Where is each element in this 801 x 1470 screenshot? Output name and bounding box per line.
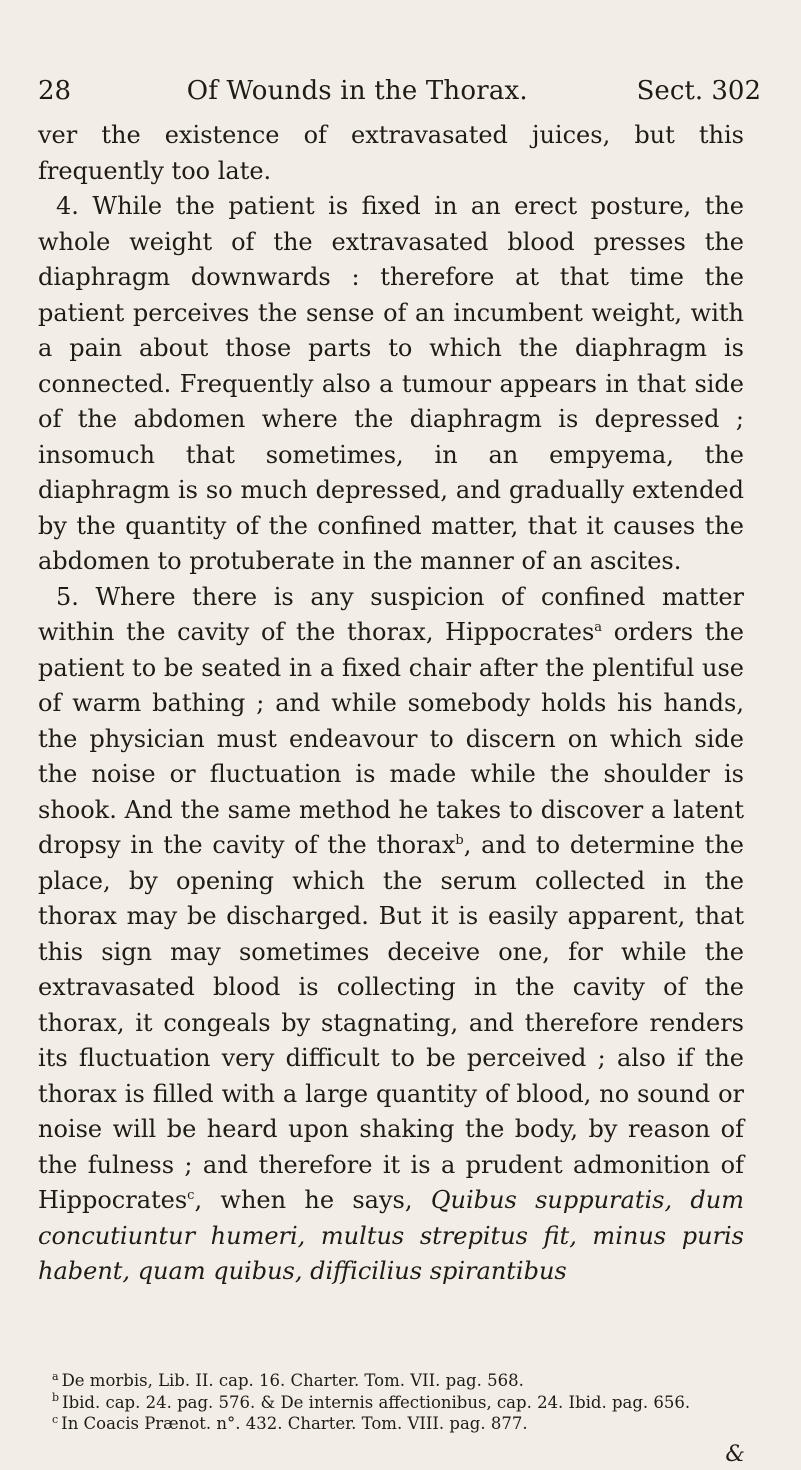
paragraph-4: 4. While the patient is fixed in an erect posture, the whole weight of the extravasated blood presses the diaphragm downwards : therefore at that time the patient perceives the sense of an incumbent weight, with a pain about those parts to which the diaphragm is connected. Frequently also a tumour appears in that side of the abdomen where the diaphragm is depressed ; insomuch that sometimes, in an empyema, the diaphragm is so much depressed, and gradually extended by the quantity of the confined matter, that it causes the abdomen to protuberate in the manner of an ascites. — [38, 192, 744, 575]
footnotes — [38, 1370, 744, 1435]
section-number: Sect. 302 — [636, 76, 761, 106]
paragraph-continued: ver the existence of extravasated juices, but this frequently too late. — [38, 121, 744, 185]
footnote-text: De morbis, Lib. II. cap. 16. Charter. Tom. VII. pag. 568. — [61, 1371, 524, 1390]
paragraph-5-text-c: , and to determine the place, by opening which the serum collected in the thorax may be discharged. But it is easily apparent, that this sign may sometimes deceive one, for while the extravasated blood is collecting in the cavity of the thorax, it congeals by stagnating, and therefore renders its fluctuation very difficult to be perceived ; also if the thorax is filled with a large quantity of blood, no sound or noise will be heard upon shaking the body, by reason of the fulness ; and therefore it is a prudent admonition of Hippocrates — [38, 831, 744, 1214]
running-header — [38, 76, 761, 106]
paragraph-5 — [38, 580, 744, 1290]
footnote-mark: b — [52, 1391, 60, 1404]
paragraph-5-text-b: orders the patient to be seated in a fixed chair after the plentiful use of warm bathing ; and while somebody holds his hands, the physician must endeavour to discern on which side the noise or fluctuation is made while the shoulder is shook. And the same method he takes to discover a latent dropsy in the cavity of the thorax — [38, 618, 744, 859]
footnote-a — [38, 1370, 744, 1392]
footnote-ref-c: c — [187, 1188, 195, 1203]
latin-quotation: Quibus suppuratis, dum concutiuntur humeri, multus strepitus fit, minus puris habent, quam quibus, difficilius spirantibus — [38, 1186, 744, 1285]
footnote-ref-b: b — [455, 833, 464, 848]
page-number: 28 — [38, 76, 72, 106]
footnote-text: Ibid. cap. 24. pag. 576. & De internis affectionibus, cap. 24. Ibid. pag. 656. — [62, 1392, 691, 1412]
footnote-ref-a: a — [594, 620, 603, 635]
footnote-mark: a — [52, 1369, 59, 1383]
footnote-c — [38, 1413, 744, 1435]
footnote-text: In Coacis Prænot. n°. 432. Charter. Tom. VIII. pag. 877. — [61, 1414, 528, 1433]
running-title: Of Wounds in the Thorax. — [186, 76, 528, 106]
paragraph-5-text-a: 5. Where there is any suspicion of confined matter within the cavity of the thorax, Hippocrates — [38, 582, 744, 646]
footnote-mark: c — [52, 1412, 59, 1426]
catchword: & — [725, 1442, 745, 1467]
main-text — [38, 118, 744, 1290]
footnote-b — [38, 1392, 744, 1414]
paragraph-5-text-d: , when he says, — [194, 1186, 413, 1214]
